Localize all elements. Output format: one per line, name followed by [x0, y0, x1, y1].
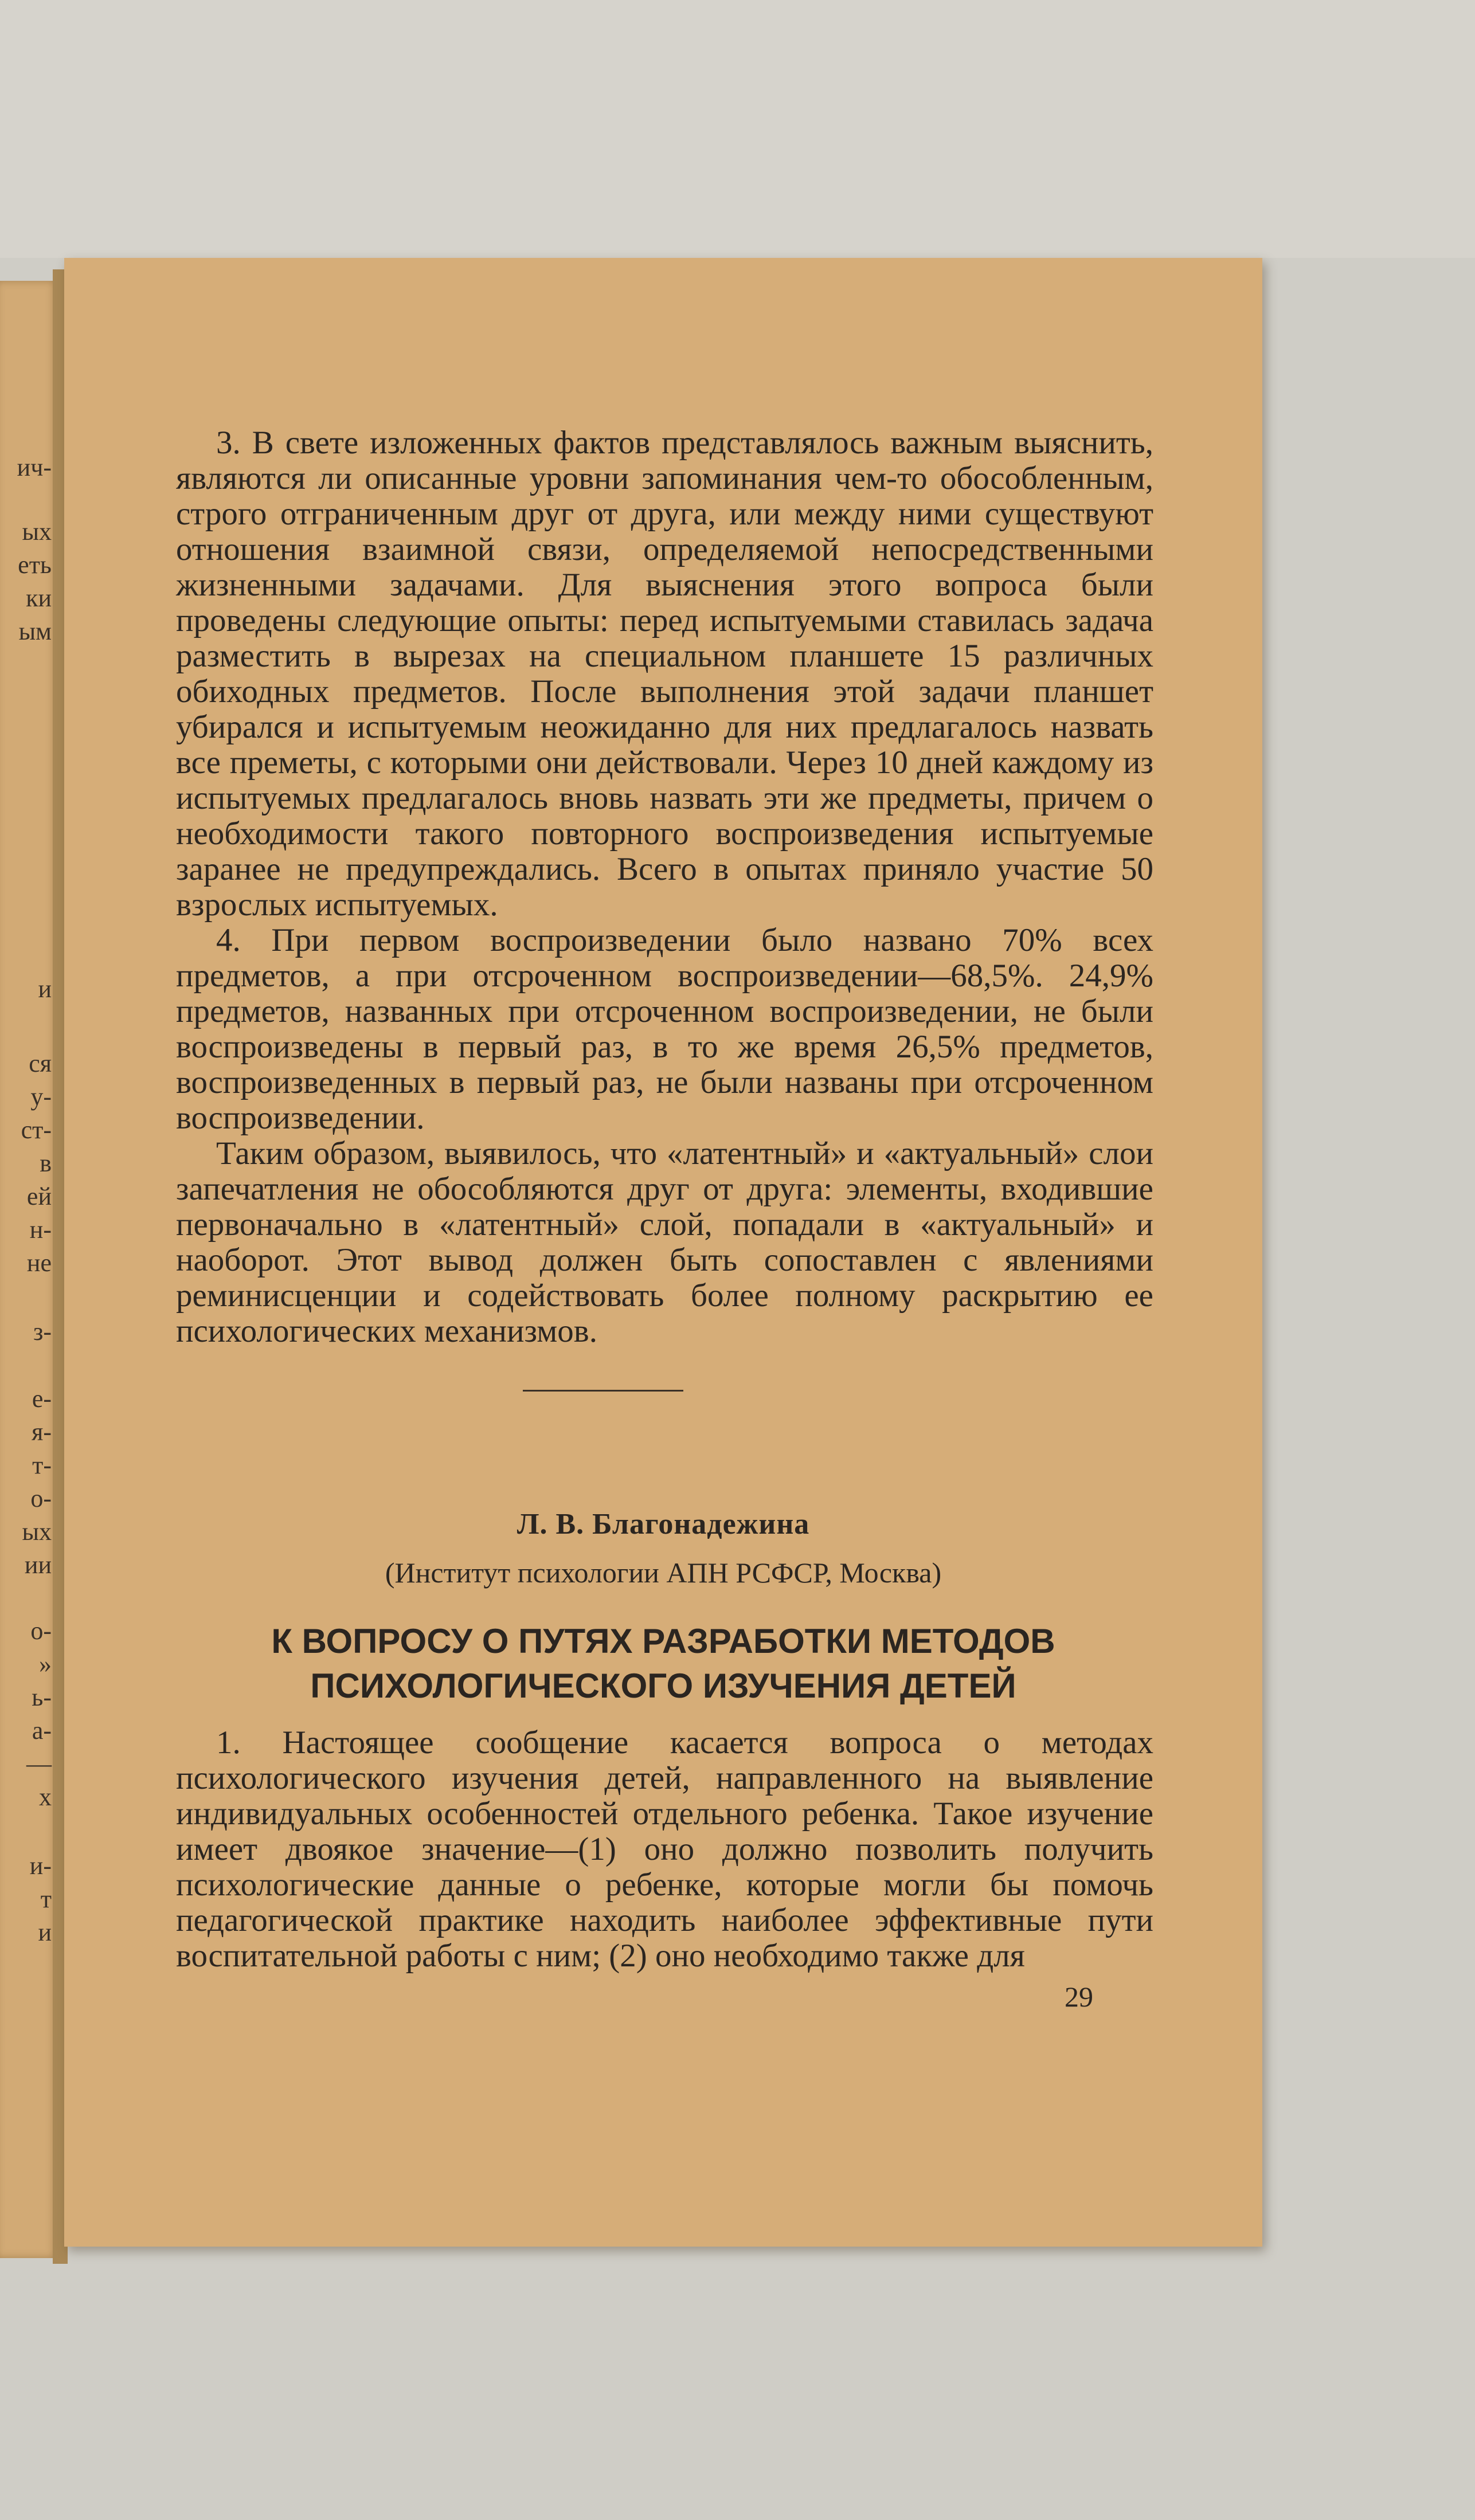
left-fragment: и [38, 1918, 52, 1946]
left-fragment: я- [32, 1418, 52, 1446]
section-text [176, 425, 1153, 1349]
left-fragment: ки [26, 584, 52, 612]
article-paragraph-1: 1. Настоящее сообщение касается вопроса о методах психологического изучения детей, направленного на выявление индивидуальных особенностей отдельного ребенка. Такое изучение имеет двоякое значение—(1) оно должно позволить получить психологические данные о ребенке, которые могли бы помочь педагогической практике находить наиболее эффективные пути воспитательной работы с ним; (2) оно необходимо также для [176, 1725, 1153, 1974]
left-fragment: у- [30, 1083, 52, 1111]
paragraph-conclusion: Таким образом, выявилось, что «латентный» и «актуальный» слои запечатления не обособляются друг от друга: элементы, входившие первоначально в «латентный» слой, попадали в «актуальный» и наоборот. Этот вывод должен быть сопоставлен с явлениями реминисценции и содействовать более полному раскрытию ее психологических механизмов. [176, 1135, 1153, 1349]
paragraph-4: 4. При первом воспроизведении было названо 70% всех предметов, а при отсроченном воспроизведении—68,5%. 24,9% предметов, названных при отсроченном воспроизведении, не были воспроизведены в первый раз, в то же время 26,5% предметов, воспроизведенных в первый раз, не были названы при отсроченном воспроизведении. [176, 922, 1153, 1136]
left-fragment: т- [32, 1451, 52, 1479]
article-body [176, 1725, 1153, 1974]
left-fragment: а- [32, 1716, 52, 1745]
left-fragment: и [38, 975, 52, 1003]
left-fragment: т [40, 1885, 52, 1913]
left-fragment: — [26, 1750, 52, 1778]
page-number: 29 [1065, 1981, 1093, 2013]
left-fragment: з- [33, 1318, 52, 1346]
article-author: Л. В. Благонадежина [517, 1508, 810, 1541]
left-fragment: н- [29, 1216, 52, 1244]
left-fragment: ых [22, 518, 52, 546]
left-fragment: ич- [17, 453, 52, 481]
paragraph-3: 3. В свете изложенных фактов представлялось важным выяснить, являются ли описанные уровни запоминания чем-то обособленным, строго отграниченным друг от друга, или между ними существуют отношения взаимной связи, определяемой непосредственными жизненными задачами. Для выяснения этого вопроса были проведены следующие опыты: перед испытуемыми ставилась задача разместить в вырезах на специальном планшете 15 различных обиходных предметов. После выполнения этой задачи планшет убирался и испытуемым неожиданно для них предлагалось назвать все преметы, с которыми они действовали. Через 10 дней каждому из испытуемых предлагалось вновь назвать эти же предметы, причем о необходимости такого повторного воспроизведения испытуемые заранее не предупреждались. Всего в опытах приняло участие 50 взрослых испытуемых. [176, 425, 1153, 923]
article-title-line-1: К ВОПРОСУ О ПУТЯХ РАЗРАБОТКИ МЕТОДОВ [271, 1622, 1055, 1660]
left-fragment: ст- [21, 1116, 52, 1144]
left-page-edge [0, 281, 57, 2258]
article-title-line-2: ПСИХОЛОГИЧЕСКОГО ИЗУЧЕНИЯ ДЕТЕЙ [310, 1667, 1016, 1705]
left-fragment: о- [30, 1484, 52, 1512]
article-affiliation: (Институт психологии АПН РСФСР, Москва) [385, 1557, 942, 1589]
left-fragment: ей [26, 1182, 52, 1210]
left-fragment: ся [29, 1049, 52, 1077]
left-fragment: не [26, 1249, 52, 1277]
left-fragment: и- [29, 1852, 52, 1880]
left-fragment: о- [30, 1617, 52, 1645]
left-fragment: ым [18, 617, 52, 645]
left-fragment: х [39, 1783, 52, 1811]
left-fragment: в [40, 1149, 52, 1177]
left-fragment: ь- [32, 1683, 52, 1711]
left-fragment: ых [22, 1518, 52, 1546]
section-divider [523, 1390, 683, 1392]
left-fragment: е- [32, 1385, 52, 1413]
left-fragment: еть [18, 551, 52, 579]
article-title [64, 1619, 1262, 1708]
left-fragment: ии [24, 1551, 52, 1579]
book-page [64, 258, 1262, 2247]
left-fragment: » [39, 1650, 52, 1678]
scanner-background [0, 0, 1475, 258]
